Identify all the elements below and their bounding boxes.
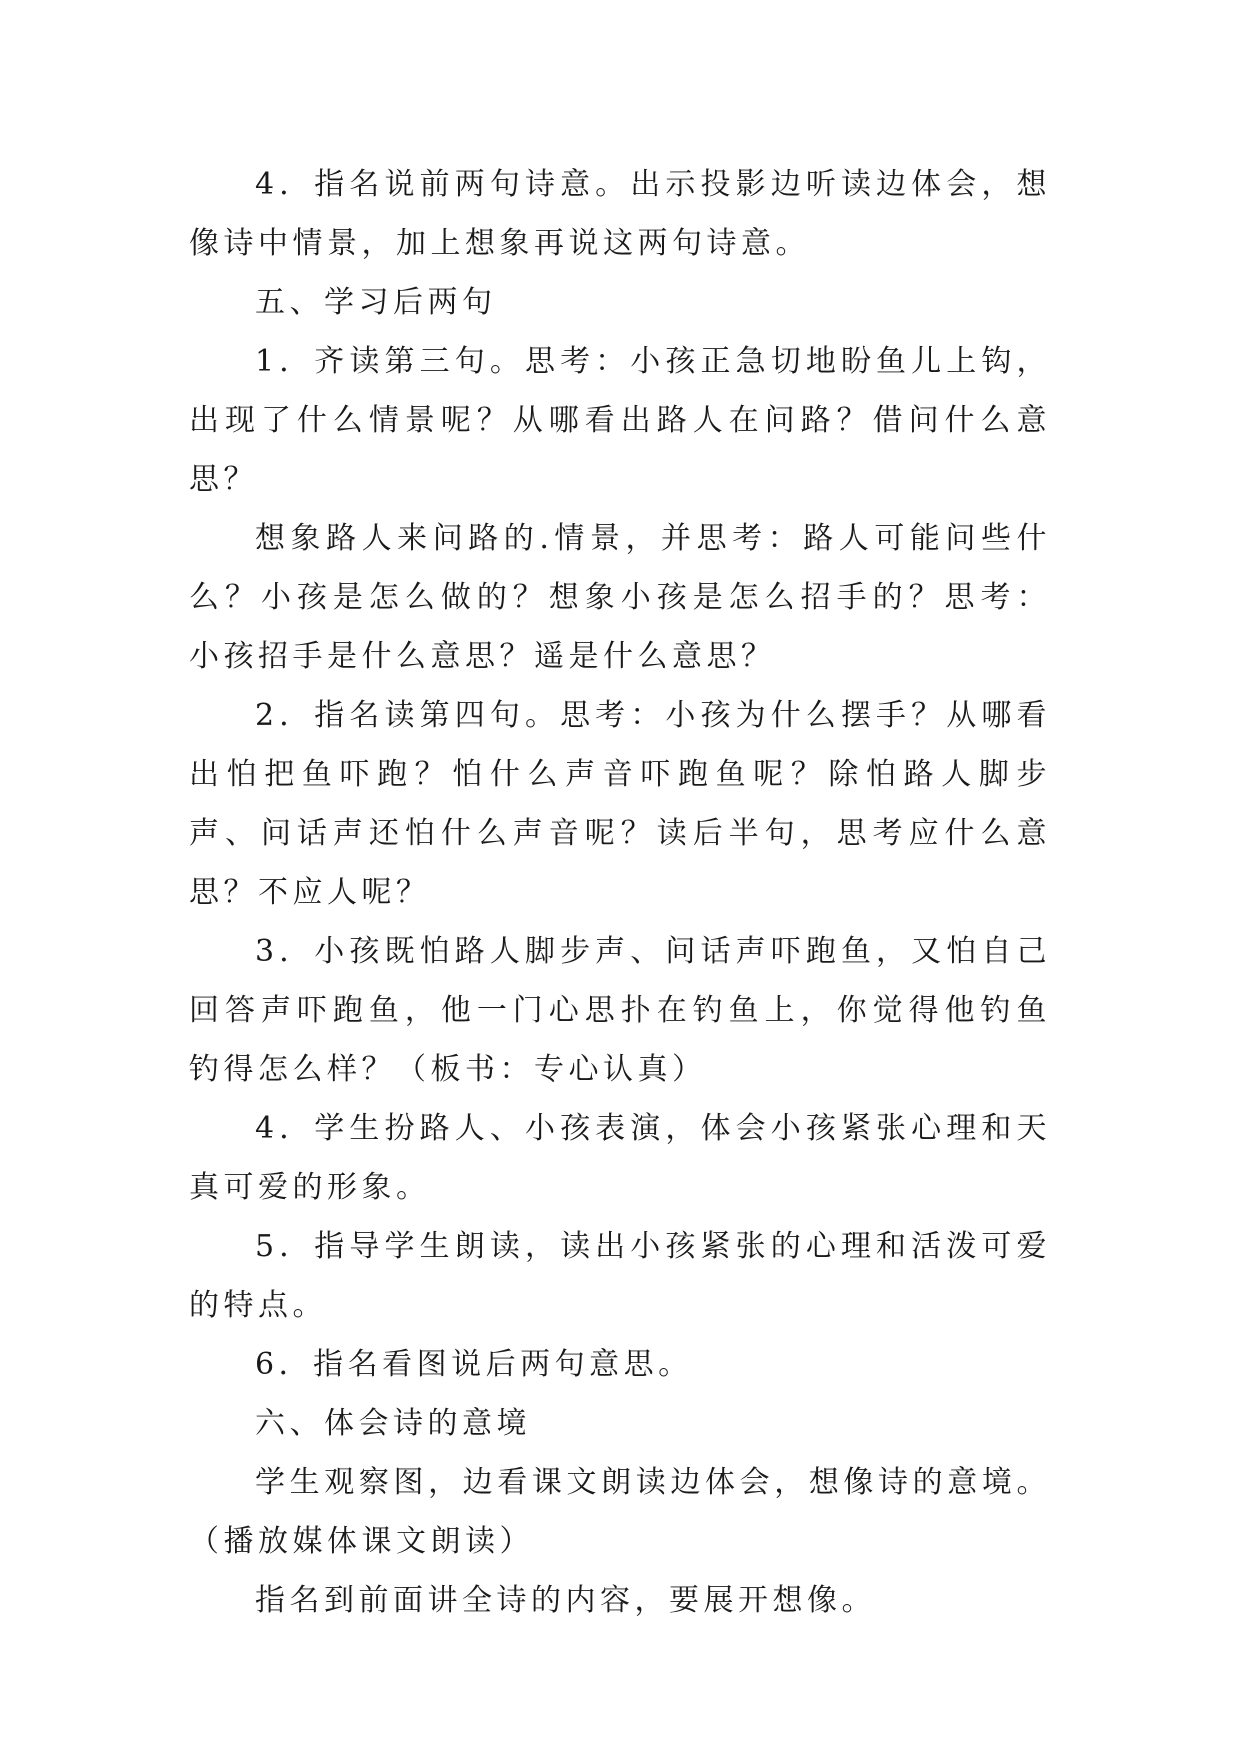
section-heading-6: 六、体会诗的意境: [255, 1406, 531, 1441]
paragraph-step-1: 1．齐读第三句。思考：小孩正急切地盼鱼儿上钩，出现了什么情景呢？从哪看出路人在问路？借问什么意思？: [189, 344, 1051, 497]
paragraph-imagine: 想象路人来问路的.情景，并思考：路人可能问些什么？小孩是怎么做的？想象小孩是怎么招手的？思考：小孩招手是什么意思？遥是什么意思？: [189, 521, 1051, 674]
paragraph-step-5: 5．指导学生朗读，读出小孩紧张的心理和活泼可爱的特点。: [189, 1229, 1051, 1323]
paragraph-retell: 指名到前面讲全诗的内容，要展开想像。: [255, 1583, 876, 1618]
document-page: [189, 155, 1051, 1630]
paragraph-step-4: 4．指名说前两句诗意。出示投影边听读边体会，想像诗中情景，加上想象再说这两句诗意。: [189, 167, 1051, 261]
paragraph-observe: 学生观察图，边看课文朗读边体会，想像诗的意境。（播放媒体课文朗读）: [189, 1465, 1051, 1559]
paragraph-step-4b: 4．学生扮路人、小孩表演，体会小孩紧张心理和天真可爱的形象。: [189, 1111, 1051, 1205]
paragraph-step-2: 2．指名读第四句。思考：小孩为什么摆手？从哪看出怕把鱼吓跑？怕什么声音吓跑鱼呢？除怕路人脚步声、问话声还怕什么声音呢？读后半句，思考应什么意思？不应人呢？: [189, 698, 1051, 910]
section-heading-5: 五、学习后两句: [255, 285, 497, 320]
paragraph-step-3: 3．小孩既怕路人脚步声、问话声吓跑鱼，又怕自己回答声吓跑鱼，他一门心思扑在钓鱼上，你觉得他钓鱼钓得怎么样？（板书：专心认真）: [189, 934, 1051, 1087]
paragraph-step-6: 6．指名看图说后两句意思。: [255, 1347, 693, 1382]
